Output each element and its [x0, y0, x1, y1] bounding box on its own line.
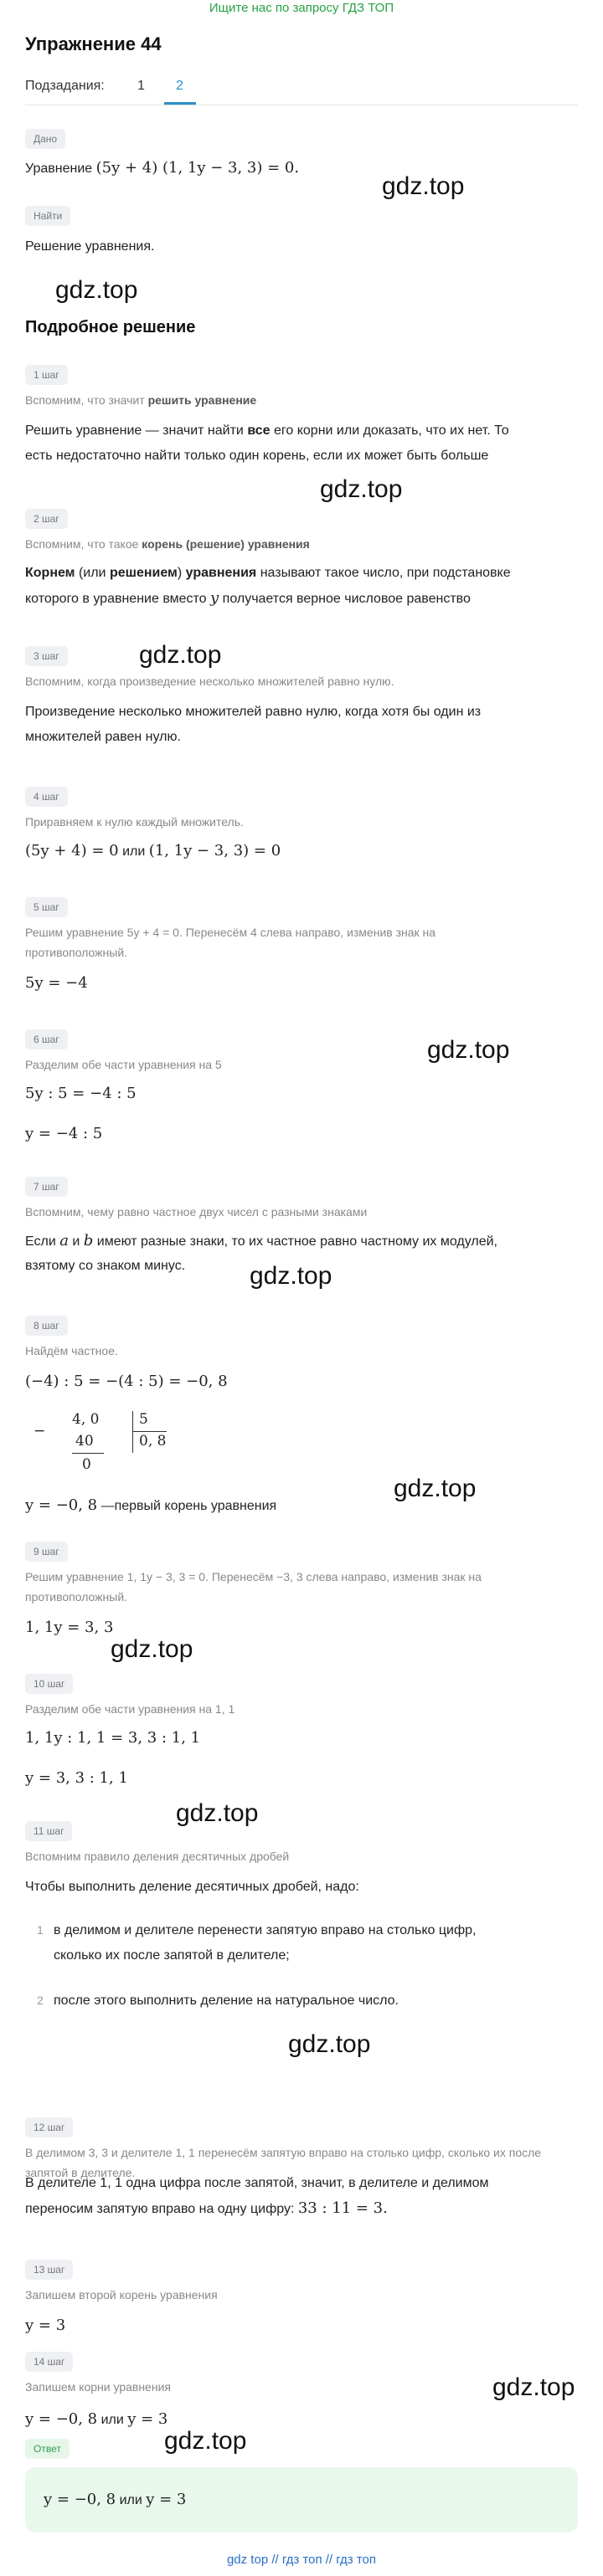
- long-division-quotient: 0, 8: [139, 1433, 167, 1450]
- step-math: y = −0, 8 —первый корень уравнения: [25, 1496, 277, 1514]
- find-badge: Найти: [25, 206, 70, 226]
- step-text: Корнем (или решением) уравнения называют такое число, при подстановке: [25, 566, 511, 580]
- top-banner[interactable]: Ищите нас по запросу ГДЗ ТОП: [209, 1, 394, 15]
- long-division-dividend: 4, 0: [72, 1411, 100, 1428]
- step-text: взятому со знаком минус.: [25, 1259, 186, 1273]
- step-math: 1, 1y = 3, 3: [25, 1619, 114, 1636]
- step-hint: Запишем второй корень уравнения: [25, 2288, 218, 2301]
- step-badge: 11 шаг: [25, 1821, 72, 1841]
- step-math: y = −0, 8 или y = 3: [25, 2410, 168, 2428]
- step-text: Если a и b имеют разные знаки, то их частное равно частному их модулей,: [25, 1232, 497, 1250]
- watermark: gdz.top: [394, 1475, 477, 1502]
- watermark: gdz.top: [320, 475, 403, 503]
- watermark: gdz.top: [492, 2373, 575, 2401]
- step-math: y = 3: [25, 2317, 66, 2334]
- step-badge: 1 шаг: [25, 365, 68, 385]
- footer-links[interactable]: gdz top // гдз топ // гдз топ: [226, 2553, 377, 2567]
- step-hint: Решим уравнение 5y + 4 = 0. Перенесём 4 слева направо, изменив знак на: [25, 926, 436, 939]
- step-text: Произведение несколько множителей равно нулю, когда хотя бы один из: [25, 705, 482, 719]
- step-badge: 6 шаг: [25, 1029, 68, 1049]
- list-item: сколько их после запятой в делителе;: [54, 1948, 290, 1963]
- step-text: есть недостаточно найти только один корень, если их может быть больше: [25, 449, 489, 463]
- long-division-remainder: 0: [82, 1456, 91, 1473]
- list-item: в делимом и делителе перенести запятую вправо на столько цифр,: [54, 1923, 477, 1937]
- long-division-minus: −: [34, 1423, 46, 1439]
- step-badge: 9 шаг: [25, 1542, 68, 1562]
- step-text: В делителе 1, 1 одна цифра после запятой, значит, в делителе и делимом: [25, 2176, 489, 2190]
- step-badge: 5 шаг: [25, 897, 68, 917]
- step-hint: противоположный.: [25, 946, 128, 959]
- step-hint: Решим уравнение 1, 1y − 3, 3 = 0. Перенесём −3, 3 слева направо, изменив знак на: [25, 1570, 482, 1583]
- step-badge: 3 шаг: [25, 646, 68, 666]
- list-item: после этого выполнить деление на натуральное число.: [54, 1994, 399, 2008]
- step-hint: В делимом 3, 3 и делителе 1, 1 перенесём запятую вправо на столько цифр, сколько их после запятой в делителе.: [25, 2146, 542, 2179]
- step-text: Чтобы выполнить деление десятичных дробей, надо:: [25, 1880, 359, 1894]
- watermark: gdz.top: [288, 2030, 371, 2058]
- list-number: 2: [37, 1994, 44, 2007]
- step-hint: противоположный.: [25, 1590, 128, 1604]
- answer-badge: Ответ: [25, 2439, 70, 2459]
- step-hint: Найдём частное.: [25, 1344, 118, 1357]
- step-badge: 13 шаг: [25, 2260, 73, 2280]
- step-math: 1, 1y : 1, 1 = 3, 3 : 1, 1: [25, 1729, 201, 1747]
- step-hint: Вспомним, когда произведение несколько множителей равно нулю.: [25, 675, 394, 688]
- step-text: множителей равен нулю.: [25, 730, 181, 744]
- step-hint: Вспомним, чему равно частное двух чисел с разными знаками: [25, 1205, 368, 1219]
- page-title: Упражнение 44: [25, 33, 162, 54]
- step-math: (−4) : 5 = −(4 : 5) = −0, 8: [25, 1373, 228, 1390]
- long-division-line: [133, 1431, 167, 1432]
- step-hint: Приравняем к нулю каждый множитель.: [25, 815, 244, 829]
- step-badge: 12 шаг: [25, 2117, 73, 2137]
- step-hint: Вспомним, что такое корень (решение) уравнения: [25, 537, 310, 551]
- find-text: Решение уравнения.: [25, 239, 155, 254]
- step-hint: Запишем корни уравнения: [25, 2380, 171, 2394]
- active-tab-indicator: [164, 102, 196, 105]
- step-badge: 14 шаг: [25, 2352, 73, 2372]
- long-division-line: [72, 1453, 104, 1454]
- tab-subtask-1[interactable]: 1: [137, 79, 145, 93]
- step-hint: Вспомним, что значит решить уравнение: [25, 393, 257, 407]
- subtasks-label: Подзадания:: [25, 79, 105, 93]
- watermark: gdz.top: [55, 276, 138, 304]
- step-hint: Разделим обе части уравнения на 1, 1: [25, 1702, 235, 1716]
- list-number: 1: [37, 1923, 44, 1937]
- given-text: Уравнение (5y + 4) (1, 1y − 3, 3) = 0.: [25, 159, 300, 177]
- watermark: gdz.top: [176, 1799, 259, 1827]
- given-badge: Дано: [25, 129, 65, 149]
- step-text: переносим запятую вправо на одну цифру: 33 : 11 = 3.: [25, 2199, 388, 2217]
- answer-math: y = −0, 8 или y = 3: [44, 2491, 187, 2508]
- long-division-subtract: 40: [75, 1433, 94, 1450]
- long-division-divisor: 5: [139, 1411, 148, 1428]
- step-math: (5y + 4) = 0 или (1, 1y − 3, 3) = 0: [25, 842, 281, 860]
- watermark: gdz.top: [111, 1635, 193, 1663]
- step-math: 5y = −4: [25, 974, 88, 992]
- step-hint: Разделим обе части уравнения на 5: [25, 1058, 222, 1071]
- step-text: Решить уравнение — значит найти все его корни или доказать, что их нет. То: [25, 423, 509, 438]
- step-math: y = 3, 3 : 1, 1: [25, 1769, 128, 1787]
- watermark: gdz.top: [164, 2427, 247, 2455]
- watermark: gdz.top: [139, 641, 222, 669]
- step-badge: 7 шаг: [25, 1177, 68, 1197]
- step-badge: 2 шаг: [25, 509, 68, 529]
- step-math: y = −4 : 5: [25, 1125, 103, 1142]
- step-hint: Вспомним правило деления десятичных дробей: [25, 1850, 290, 1863]
- watermark: gdz.top: [427, 1036, 510, 1064]
- section-title: Подробное решение: [25, 318, 196, 336]
- step-math: 5y : 5 = −4 : 5: [25, 1085, 137, 1102]
- step-badge: 4 шаг: [25, 787, 68, 807]
- tab-subtask-2[interactable]: 2: [176, 79, 183, 93]
- step-badge: 10 шаг: [25, 1674, 73, 1694]
- long-division-bar: [132, 1411, 133, 1453]
- step-text: которого в уравнение вместо y получается верное числовое равенство: [25, 589, 471, 607]
- watermark: gdz.top: [382, 172, 465, 200]
- watermark: gdz.top: [250, 1262, 332, 1290]
- step-badge: 8 шаг: [25, 1316, 68, 1336]
